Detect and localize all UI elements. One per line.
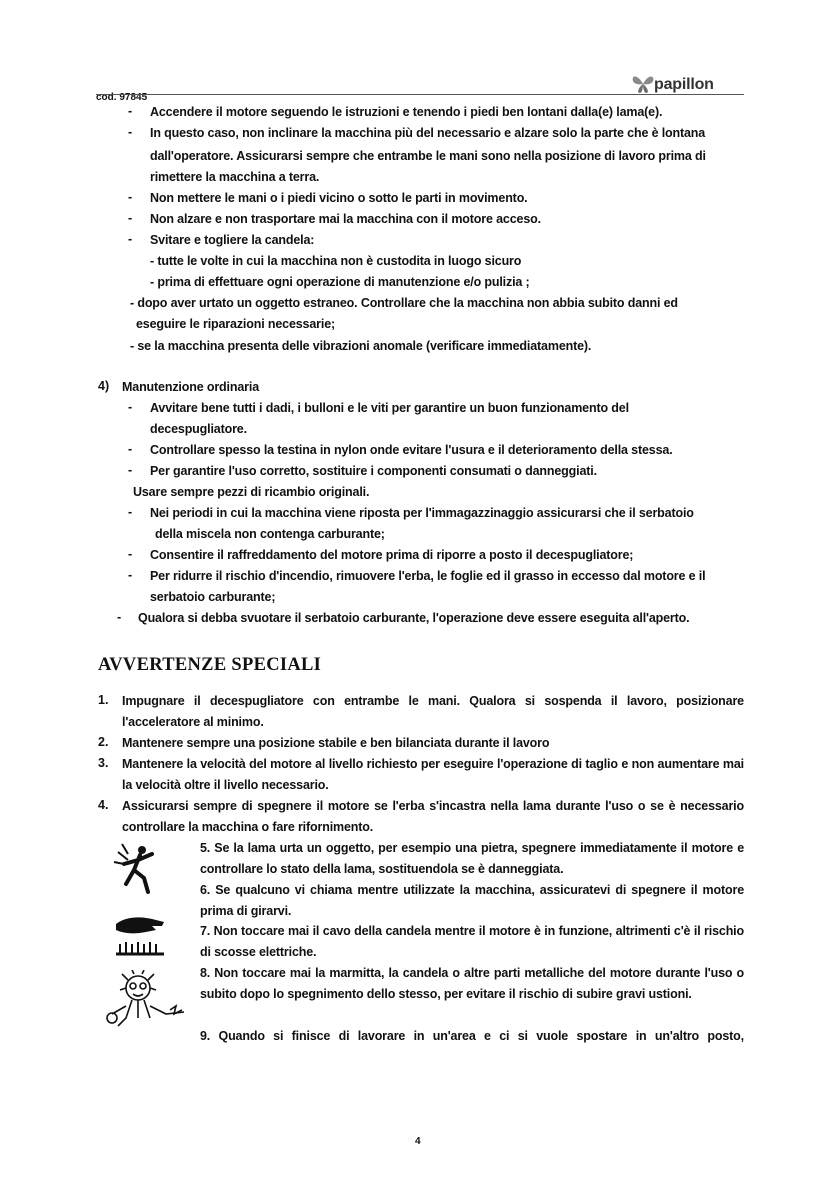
bullet-dash: - — [128, 547, 133, 561]
list-item: dall'operatore. Assicurarsi sempre che entrambe le mani sono nella posizione di lavoro prima di — [150, 149, 706, 163]
electric-shock-warning-icon — [104, 970, 188, 1032]
list-item: Per garantire l'uso corretto, sostituire i componenti consumati o danneggiati. — [150, 464, 597, 478]
list-item: Svitare e togliere la candela: — [150, 233, 315, 247]
bullet-dash: - — [128, 400, 133, 414]
warning-item: 9. Quando si finisce di lavorare in un'area e ci si vuole spostare in un'altro posto, — [200, 1029, 744, 1043]
list-item: Qualora si debba svuotare il serbatoio carburante, l'operazione deve essere eseguita all'aperto. — [138, 611, 690, 625]
section-heading: Manutenzione ordinaria — [122, 380, 259, 394]
warning-item: Mantenere sempre una posizione stabile e ben bilanciata durante il lavoro — [122, 736, 550, 750]
list-item: Non mettere le mani o i piedi vicino o sotto le parti in movimento. — [150, 191, 528, 205]
list-item: rimettere la macchina a terra. — [150, 170, 320, 184]
bullet-dash: - — [128, 463, 133, 477]
bullet-dash: - — [128, 568, 133, 582]
list-item: della miscela non contenga carburante; — [155, 527, 385, 541]
page-number: 4 — [415, 1136, 421, 1147]
bullet-dash: - — [128, 505, 133, 519]
header-rule — [96, 94, 744, 95]
thrown-object-warning-icon — [112, 842, 168, 898]
list-item: serbatoio carburante; — [150, 590, 276, 604]
bullet-dash: - — [117, 610, 122, 624]
bullet-dash: - — [128, 190, 133, 204]
warning-item: Impugnare il decespugliatore con entrambe le mani. Qualora si sospenda il lavoro, posizionare l'acceleratore al minimo. — [122, 694, 744, 729]
brand-logo — [630, 72, 730, 100]
list-item: Non alzare e non trasportare mai la macchina con il motore acceso. — [150, 212, 541, 226]
section-number: 4) — [98, 379, 110, 393]
item-number: 1. — [98, 693, 109, 707]
list-item: Controllare spesso la testina in nylon onde evitare l'usura e il deterioramento della stessa. — [150, 443, 673, 457]
bullet-dash: - — [128, 232, 133, 246]
warning-item: Mantenere la velocità del motore al livello richiesto per eseguire l'operazione di taglio e non aumentare mai la velocità oltre il livello necessario. — [122, 757, 744, 792]
warning-item: 8. Non toccare mai la marmitta, la candela o altre parti metalliche del motore durante l'uso o subito dopo lo spegnimento dello stesso, per evitare il rischio di subire gravi ustioni. — [200, 966, 744, 1001]
list-item: Consentire il raffreddamento del motore prima di riporre a posto il decespugliatore; — [150, 548, 634, 562]
bullet-dash: - — [128, 442, 133, 456]
bullet-dash: - — [128, 211, 133, 225]
brand-name: papillon — [654, 76, 714, 93]
sub-item: - prima di effettuare ogni operazione di manutenzione e/o pulizia ; — [150, 275, 530, 289]
list-item: Usare sempre pezzi di ricambio originali. — [133, 485, 370, 499]
list-item: Nei periodi in cui la macchina viene riposta per l'immagazzinaggio assicurarsi che il serbatoio — [150, 506, 694, 520]
list-item: Per ridurre il rischio d'incendio, rimuovere l'erba, le foglie ed il grasso in eccesso dal motore e il — [150, 569, 706, 583]
sub-item: - tutte le volte in cui la macchina non è custodita in luogo sicuro — [150, 254, 522, 268]
list-item: In questo caso, non inclinare la macchina più del necessario e alzare solo la parte che è lontana — [150, 126, 706, 140]
special-warnings-title: AVVERTENZE SPECIALI — [98, 655, 322, 675]
sub-item: - dopo aver urtato un oggetto estraneo. Controllare che la macchina non abbia subito danni ed — [130, 296, 678, 310]
sub-item: - se la macchina presenta delle vibrazioni anomale (verificare immediatamente). — [130, 339, 592, 353]
product-code: cod. 97845 — [96, 92, 148, 103]
item-number: 2. — [98, 735, 109, 749]
butterfly-icon — [630, 72, 656, 96]
warning-item: 7. Non toccare mai il cavo della candela mentre il motore è in funzione, altrimenti c'è il rischio di scosse elettriche. — [200, 924, 744, 959]
list-item: Accendere il motore seguendo le istruzioni e tenendo i piedi ben lontani dalla(e) lama(e). — [150, 105, 663, 119]
item-number: 4. — [98, 798, 109, 812]
warning-item: 5. Se la lama urta un oggetto, per esempio una pietra, spegnere immediatamente il motore e controllare lo stato della lama, sostituendola se è danneggiata. — [200, 841, 744, 876]
list-item: Avvitare bene tutti i dadi, i bulloni e le viti per garantire un buon funzionamento del — [150, 401, 629, 415]
warning-item: 6. Se qualcuno vi chiama mentre utilizzate la macchina, assicuratevi di spegnere il motore prima di girarvi. — [200, 883, 744, 918]
hot-surface-hand-icon — [112, 910, 168, 958]
bullet-dash: - — [128, 125, 133, 139]
bullet-dash: - — [128, 104, 133, 118]
list-item: decespugliatore. — [150, 422, 247, 436]
sub-item: eseguire le riparazioni necessarie; — [136, 317, 336, 331]
warning-item: Assicurarsi sempre di spegnere il motore se l'erba s'incastra nella lama durante l'uso o se è necessario controllare la macchina o fare rifornimento. — [122, 799, 744, 834]
item-number: 3. — [98, 756, 109, 770]
